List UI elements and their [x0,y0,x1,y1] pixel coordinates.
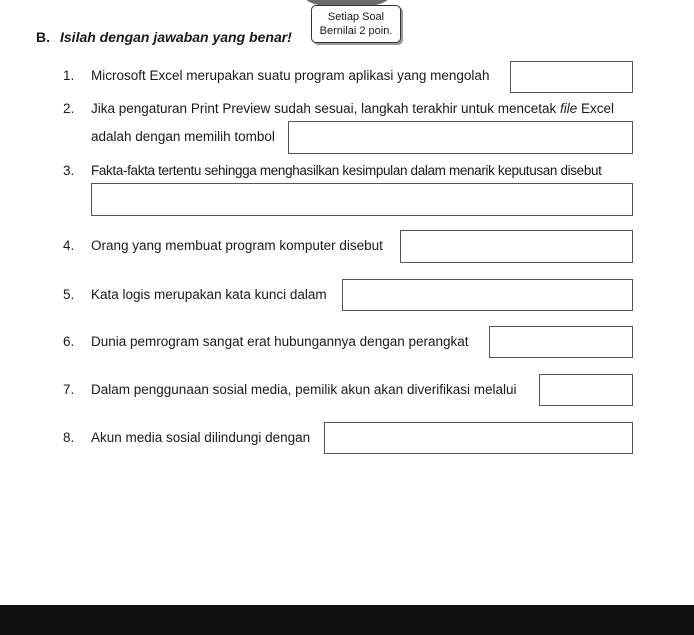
question-number-2: 2. [63,101,75,116]
question-text-4: Orang yang membuat program komputer disebut [91,238,383,253]
question-text-8: Akun media sosial dilindungi dengan [91,430,311,445]
question-text-6: Dunia pemrogram sangat erat hubungannya dengan perangkat [91,334,469,349]
answer-box-6[interactable] [489,326,633,358]
section-letter: B. [36,29,50,45]
answer-box-7[interactable] [539,374,633,406]
section-heading [36,29,292,45]
question-text-2-line2: adalah dengan memilih tombol [91,129,275,144]
answer-box-5[interactable] [342,279,633,311]
bottom-dark-bar [0,605,694,635]
answer-box-3[interactable] [91,183,633,216]
section-title: Isilah dengan jawaban yang benar! [60,29,292,45]
question-text-3: Fakta-fakta tertentu sehingga menghasilkan kesimpulan dalam menarik keputusan disebut [91,163,602,178]
question-number-6: 6. [63,334,75,349]
question-text-5: Kata logis merupakan kata kunci dalam [91,287,327,302]
question-number-5: 5. [63,287,75,302]
score-note-box [311,5,401,43]
answer-box-2[interactable] [288,121,633,154]
question-text-2-italic: file [560,101,578,116]
question-text-2 [91,101,614,117]
question-number-4: 4. [63,238,75,253]
question-text-2-b: Excel [577,101,615,116]
question-text-2-a: Jika pengaturan Print Preview sudah sesuai, langkah terakhir untuk mencetak [91,101,561,116]
question-text-7: Dalam penggunaan sosial media, pemilik akun akan diverifikasi melalui [91,382,517,397]
question-number-7: 7. [63,382,75,397]
question-text-1: Microsoft Excel merupakan suatu program aplikasi yang mengolah [91,68,490,83]
score-note-line2: Bernilai 2 poin. [319,25,393,37]
question-number-3: 3. [63,163,75,178]
answer-box-1[interactable] [510,61,633,93]
question-number-8: 8. [63,430,75,445]
question-number-1: 1. [63,68,75,83]
score-note-line1: Setiap Soal [327,11,385,23]
answer-box-4[interactable] [400,230,633,263]
answer-box-8[interactable] [324,422,633,454]
